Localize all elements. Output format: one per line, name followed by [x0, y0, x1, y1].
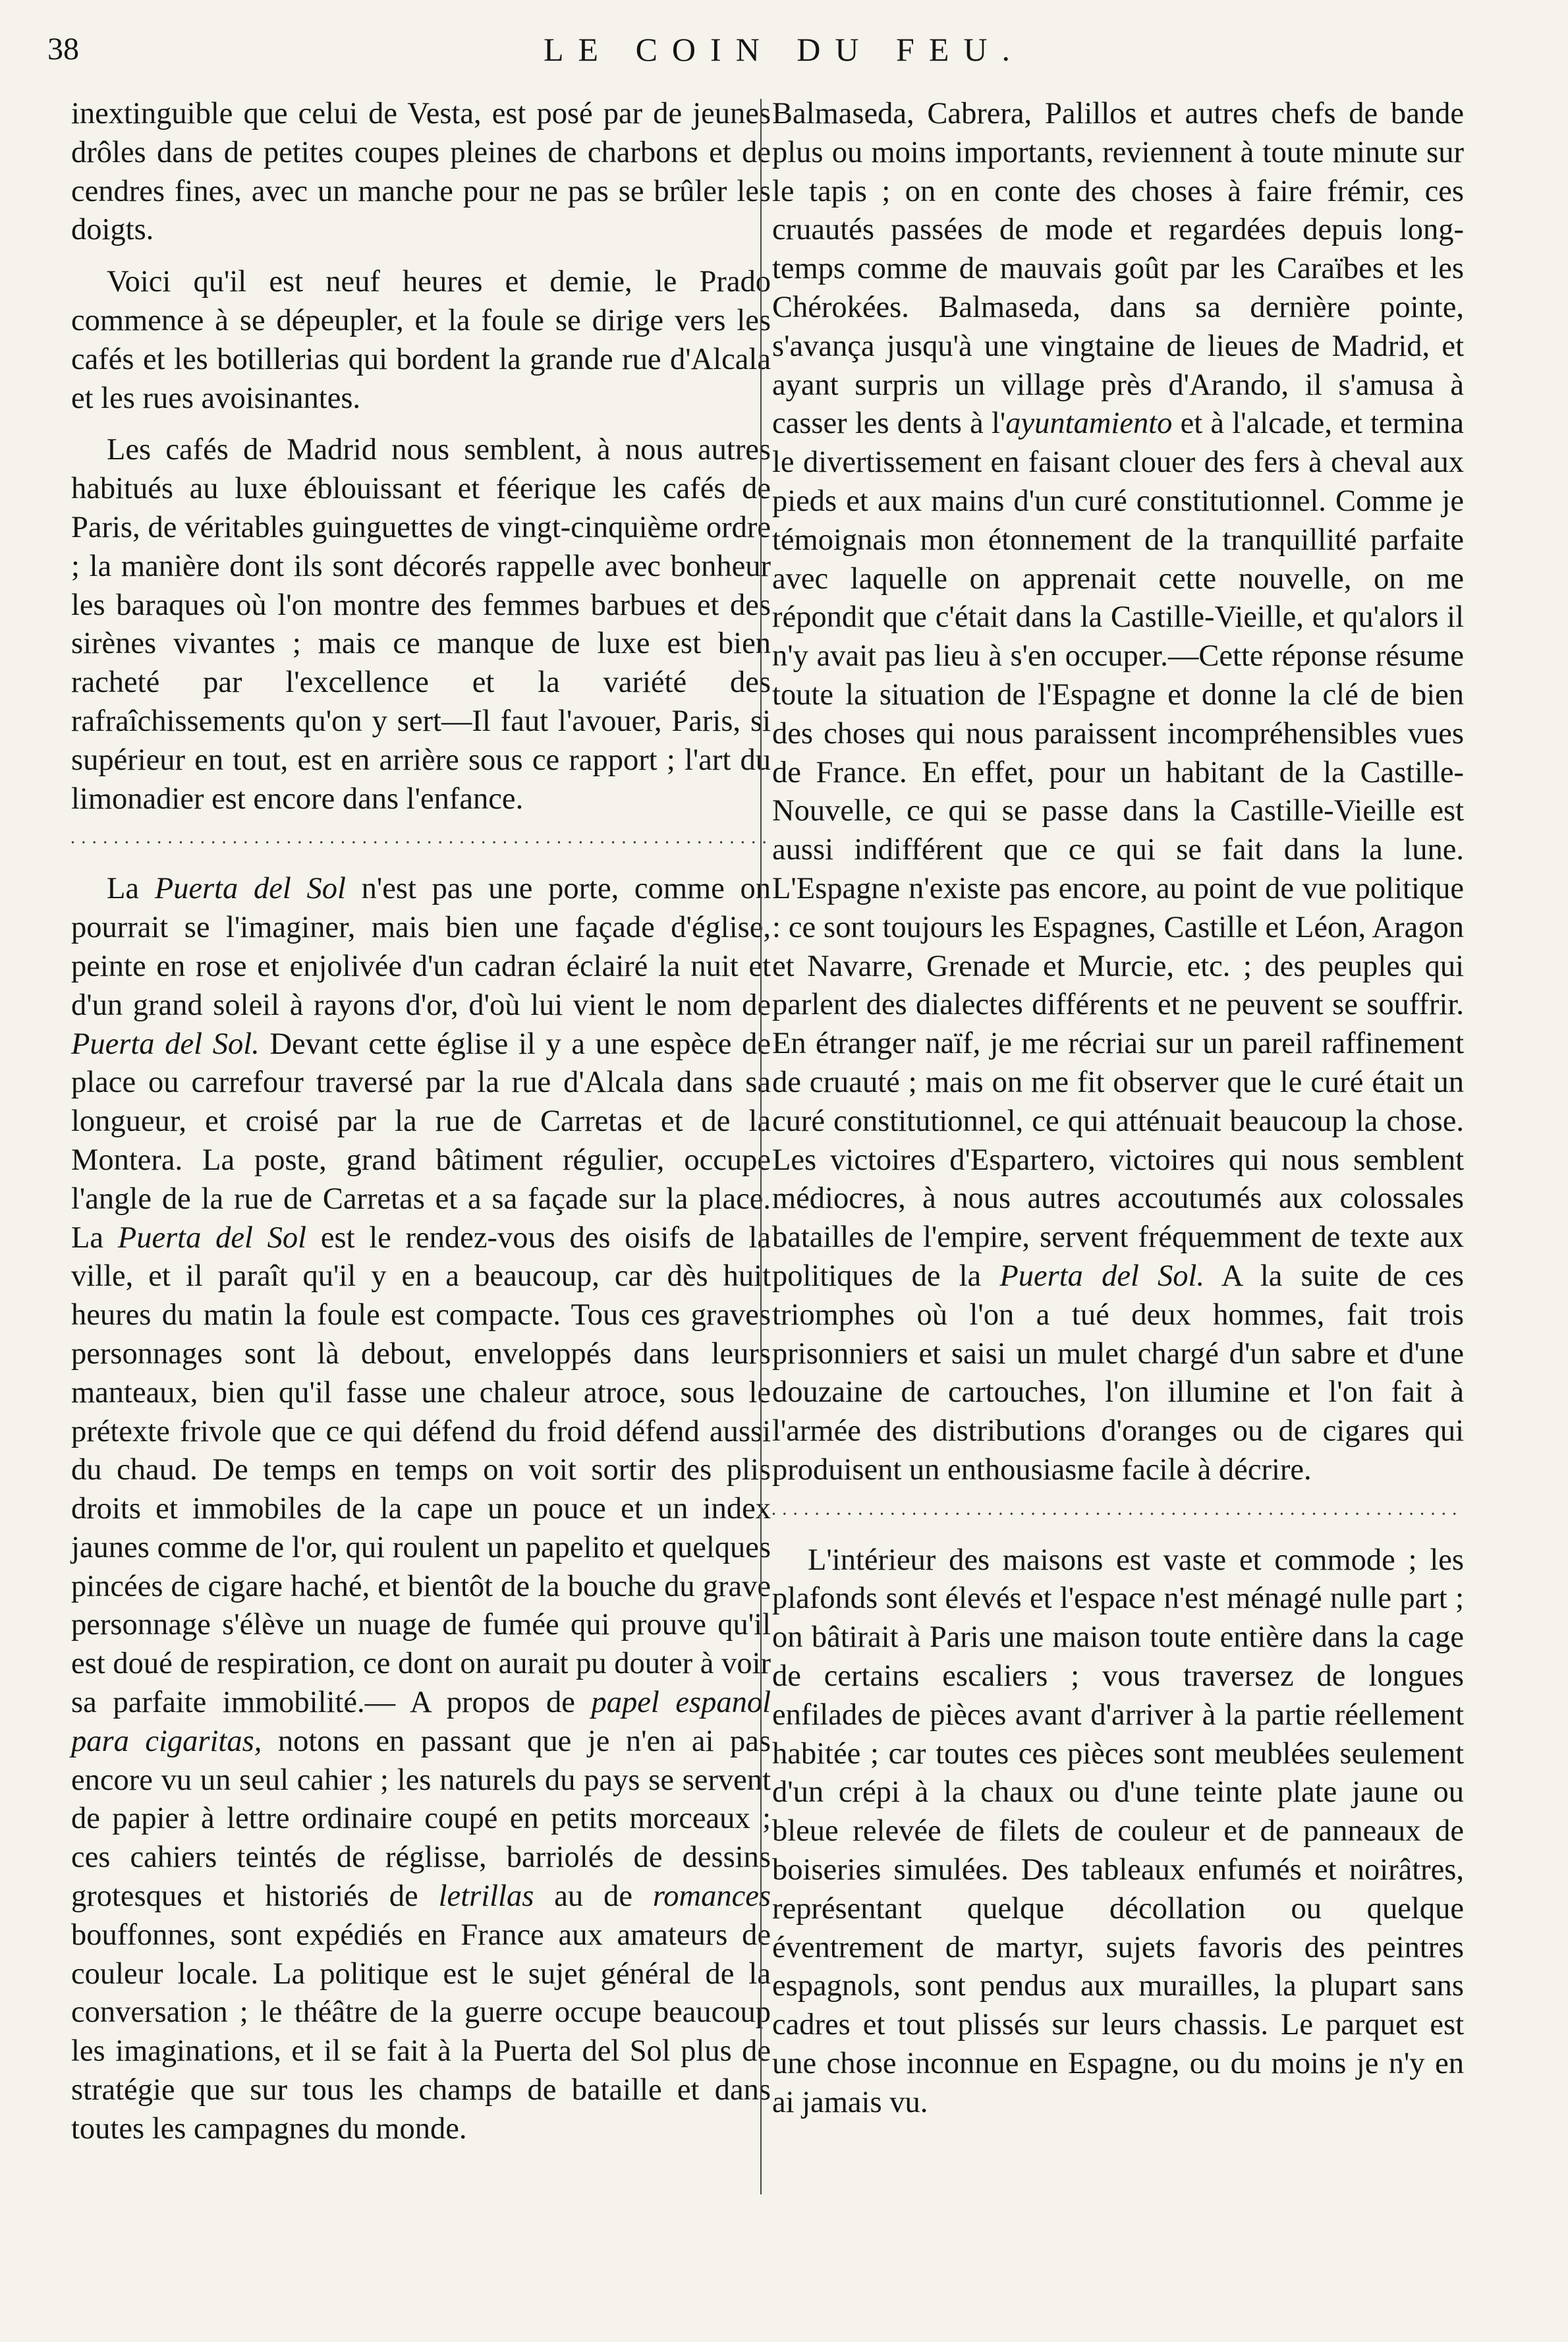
left-column: [71, 95, 771, 2162]
paragraph: Les cafés de Madrid nous semblent, à nous autres habitués au luxe éblouissant et féerique les cafés de Paris, de véritables guinguettes de vingt-cinquième ordre ; la manière dont ils sont décorés rappelle avec bonheur les baraques où l'on montre des femmes barbues et des sirènes vivantes ; mais ce manque de luxe est bien racheté par l'excellence et la variété des rafraîchissements qu'on y sert—Il faut l'avouer, Paris, si supérieur en tout, est en arrière sous ce rapport ; l'art du limonadier est encore dans l'enfance.: [71, 433, 771, 816]
running-title: LE COIN DU FEU.: [544, 31, 1024, 68]
page-number: 38: [47, 32, 79, 67]
section-separator: [772, 1503, 1464, 1522]
paragraph: L'intérieur des maisons est vaste et commode ; les plafonds sont élevés et l'espace n'est ménagé nulle part ; on bâtirait à Paris une maison toute entière dans la cage de certains escaliers ; vous traversez de longues enfilades de pièces avant d'arriver à la partie réellement habitée ; car toutes ces pièces sont meublées seulement d'un crépi à la chaux ou d'une teinte plate jaune ou bleue relevée de filets de couleur et de panneaux de boiseries simulées. Des tableaux enfumés et noirâtres, représentant quelque décollation ou quelque éventrement de martyr, sujets favoris des peintres espagnols, sont pendus aux murailles, la plupart sans cadres et tout plissés sur leurs chassis. Le parquet est une chose inconnue en Espagne, ou du moins je n'y en ai jamais vu.: [772, 1543, 1464, 2119]
column-divider: [760, 99, 762, 2194]
section-separator: [71, 832, 771, 850]
paragraph: La Puerta del Sol n'est pas une porte, comme on pourrait se l'imaginer, mais bien une façade d'église, peinte en rose et enjolivée d'un cadran éclairé la nuit et d'un grand soleil à rayons d'or, d'où lui vient le nom de Puerta del Sol. Devant cette église il y a une espèce de place ou carrefour traversé par la rue d'Alcala dans sa longueur, et croisé par la rue de Carretas et de la Montera. La poste, grand bâtiment régulier, occupe l'angle de la rue de Carretas et a sa façade sur la place. La Puerta del Sol est le rendez-vous des oisifs de la ville, et il paraît qu'il y en a beaucoup, car dès huit heures du matin la foule est compacte. Tous ces graves personnages sont là debout, enveloppés dans leurs manteaux, bien qu'il fasse une chaleur atroce, sous le prétexte frivole que ce qui défend du froid défend aussi du chaud. De temps en temps on voit sortir des plis droits et immobiles de la cape un pouce et un index jaunes comme de l'or, qui roulent un papelito et quelques pincées de cigare haché, et bientôt de la bouche du grave personnage s'élève un nuage de fumée qui prouve qu'il est doué de respiration, ce dont on aurait pu douter à voir sa parfaite immobilité.— A propos de papel espanol para cigaritas, notons en passant que je n'en ai pas encore vu un seul cahier ; les naturels du pays se servent de papier à lettre ordinaire coupé en petits morceaux ; ces cahiers teintés de réglisse, barriolés de dessins grotesques et historiés de letrillas au de romances bouffonnes, sont expédiés en France aux amateurs de couleur locale. La politique est le sujet général de la conversation ; le théâtre de la guerre occupe beaucoup les imaginations, et il se fait à la Puerta del Sol plus de stratégie que sur tous les champs de bataille et dans toutes les campagnes du monde.: [71, 872, 771, 2146]
paragraph: Voici qu'il est neuf heures et demie, le Prado commence à se dépeupler, et la foule se dirige vers les cafés et les botillerias qui bordent la grande rue d'Alcala et les rues avoisinantes.: [71, 265, 771, 415]
paragraph: Balmaseda, Cabrera, Palillos et autres chefs de bande plus ou moins importants, reviennent à toute minute sur le tapis ; on en conte des choses à faire frémir, ces cruautés passées de mode et regardées depuis long-temps comme de mauvais goût par les Caraïbes et les Chérokées. Balmaseda, dans sa dernière pointe, s'avança jusqu'à une vingtaine de lieues de Madrid, et ayant surpris un village près d'Arando, il s'amusa à casser les dents à l'ayuntamiento et à l'alcade, et termina le divertissement en faisant clouer des fers à cheval aux pieds et aux mains d'un curé constitutionnel. Comme je témoignais mon étonnement de la tranquillité parfaite avec laquelle on apprenait cette nouvelle, on me répondit que c'était dans la Castille-Vieille, et qu'alors il n'y avait pas lieu à s'en occuper.—Cette réponse résume toute la situation de l'Espagne et donne la clé de bien des choses qui nous paraissent incompréhensibles vues de France. En effet, pour un habitant de la Castille-Nouvelle, ce qui se passe dans la Castille-Vieille est aussi indifférent que ce qui se fait dans la lune. L'Espagne n'existe pas encore, au point de vue politique : ce sont toujours les Espagnes, Castille et Léon, Aragon et Navarre, Grenade et Murcie, etc. ; des peuples qui parlent des dialectes différents et ne peuvent se souffrir. En étranger naïf, je me récriai sur un pareil raffinement de cruauté ; mais on me fit observer que le curé était un curé constitutionnel, ce qui atténuait beaucoup la chose. Les victoires d'Espartero, victoires qui nous semblent médiocres, à nous autres accoutumés aux colossales batailles de l'empire, servent fréquemment de texte aux politiques de la Puerta del Sol. A la suite de ces triomphes où l'on a tué deux hommes, fait trois prisonniers et saisi un mulet chargé d'un sabre et d'une douzaine de cartouches, l'on illumine et l'on fait à l'armée des distributions d'oranges ou de cigares qui produisent un enthousiasme facile à décrire.: [772, 97, 1465, 1487]
paragraph: inextinguible que celui de Vesta, est posé par de jeunes drôles dans de petites coupes pleines de charbons et de cendres fines, avec un manche pour ne pas se brûler les doigts.: [71, 97, 771, 247]
right-column: [772, 95, 1464, 2136]
page-header: [0, 20, 1568, 79]
